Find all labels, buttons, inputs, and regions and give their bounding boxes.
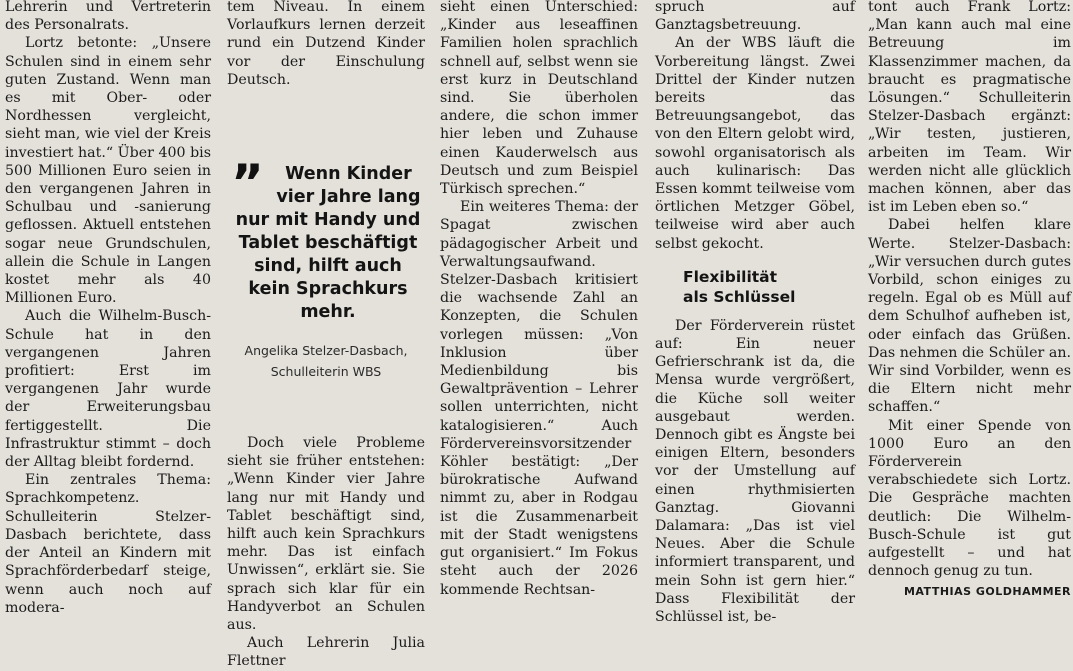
paragraph: Lortz betonte: „Unsere Schulen sind in einem sehr guten Zustand. Wenn man es mit Ober- oder Nordhessen vergleicht, sieht man, wie viel der Kreis investiert hat.“ Über 400 bis 500 Millionen Euro seien in den vergangenen Jahren in Schulbau und -sanierung geflossen. Aktuell entstehen sogar neue Grundschulen, allein die Schule in Langen kostet mehr als 40 Millionen Euro. [5, 35, 211, 307]
paragraph: tont auch Frank Lortz: „Man kann auch mal eine Betreuung im Klassenzimmer machen, da braucht es pragmatische Lösungen.“ Schulleiterin Stelzer-Dasbach ergänzt: „Wir testen, justieren, arbeiten im Team. Wir werden nicht alle glücklich machen können, aber das ist im Leben eben so.“ [868, 0, 1071, 216]
section-subheading [683, 267, 855, 307]
article-column-5 [868, 0, 1071, 601]
quote-attribution [227, 340, 425, 382]
article-column-4 [655, 0, 855, 626]
paragraph: Ein weiteres Thema: der Spagat zwischen pädagogischer Arbeit und Verwaltungsaufwand. Stelzer-Dasbach kritisiert die wachsende Zahl an Konzepten, die Schulen vorlegen müssen: „Von Inklusion über Medienbildung bis Gewaltprävention – Lehrer sollen unterrichten, nicht katalogisieren.“ Auch Fördervereinsvorsitzender Köhler bestätigt: „Der bürokratische Aufwand nimmt zu, aber in Rodgau ist die Zusammenarbeit mit der Stadt wenigstens gut organisiert.“ Im Fokus steht auch der 2026 kommende Rechtsan- [440, 199, 638, 598]
attribution-name: Angelika Stelzer-Dasbach, [244, 343, 408, 359]
article-column-2 [227, 0, 425, 671]
article-column-3 [440, 0, 638, 599]
pull-quote-text: Wenn Kinder vier Jahre lang nur mit Handy und Tablet beschäftigt sind, hilft auch kein Sprachkurs mehr. [235, 164, 421, 323]
paragraph: Der Förderverein rüstet auf: Ein neuer Gefrierschrank ist da, die Mensa wurde vergrößert, die Küche soll weiter ausgebaut werden. Dennoch gibt es Ängste bei einigen Eltern, besonders vor der Umstellung auf einen rhythmisierten Ganztag. Giovanni Dalamara: „Das ist viel Neues. Aber die Schule informiert transparent, und mein Sohn ist gern hier.“ Dass Flexibilität der Schlüssel ist, be- [655, 317, 855, 626]
attribution-role: Schulleiterin WBS [270, 364, 382, 380]
paragraph: Doch viele Probleme sieht sie früher entstehen: „Wenn Kinder vier Jahre lang nur mit Handy und Tablet beschäftigt sind, hilft auch kein Sprachkurs mehr. Das ist einfach Unwissen“, erklärt sie. Sie sprach sich klar für ein Handyverbot an Schulen aus. [227, 435, 425, 634]
paragraph: Dabei helfen klare Werte. Stelzer-Dasbach: „Wir versuchen durch gutes Vorbild, schon einiges zu regeln. Egal ob es Müll auf dem Schulhof aufheben ist, oder einfach das Grüßen. Das nehmen die Schüler an. Wir sind Vorbilder, wenn es die Eltern nicht mehr schaffen.“ [868, 217, 1071, 416]
paragraph: Auch Lehrerin Julia Flettner [227, 635, 425, 670]
author-byline: MATTHIAS GOLDHAMMER [903, 584, 1071, 598]
subheading-line-1: Flexibilität [683, 267, 778, 286]
article-column-1 [5, 0, 211, 617]
quote-mark-icon: ” [231, 154, 264, 213]
paragraph: An der WBS läuft die Vorbereitung längst. Zwei Drittel der Kinder nutzen bereits das Betreuungsangebot, das von den Eltern gelobt wird, sowohl organisatorisch als auch kulinarisch: Das Essen kommt teilweise vom örtlichen Metzger Göbel, teilweise wird aber auch selbst gekocht. [655, 35, 855, 252]
paragraph: sieht einen Unterschied: „Kinder aus leseaffinen Familien holen sprachlich schnell auf, selbst wenn sie erst kurz in Deutschland sind. Sie überholen andere, die schon immer hier leben und Zuhause einen Kauderwelsch aus Deutsch und zum Beispiel Türkisch sprechen.“ [440, 0, 638, 198]
paragraph: tem Niveau. In einem Vorlaufkurs lernen derzeit rund ein Dutzend Kinder vor der Einschulung Deutsch. [227, 0, 425, 88]
paragraph: Auch die Wilhelm-Busch-Schule hat in den vergangenen Jahren profitiert: Erst im vergangenen Jahr wurde der Erweiterungsbau fertiggestellt. Die Infrastruktur stimmt – doch der Alltag bleibt fordernd. [5, 308, 211, 471]
paragraph: spruch auf Ganztagsbetreuung. [655, 0, 855, 34]
subheading-line-2: als Schlüssel [683, 287, 796, 306]
paragraph: Mit einer Spende von 1000 Euro an den Förderverein verabschiedete sich Lortz. Die Gespräche machten deutlich: Die Wilhelm-Busch-Schule ist gut aufgestellt – und hat dennoch genug zu tun. [868, 417, 1071, 580]
paragraph: Lehrerin und Vertreterin des Personalrats. [5, 0, 211, 34]
paragraph: Ein zentrales Thema: Sprachkompetenz. Schulleiterin Stelzer-Dasbach berichtete, dass der Anteil an Kindern mit Sprachförderbedarf steige, wenn auch noch auf modera- [5, 472, 211, 616]
pull-quote [231, 154, 425, 324]
